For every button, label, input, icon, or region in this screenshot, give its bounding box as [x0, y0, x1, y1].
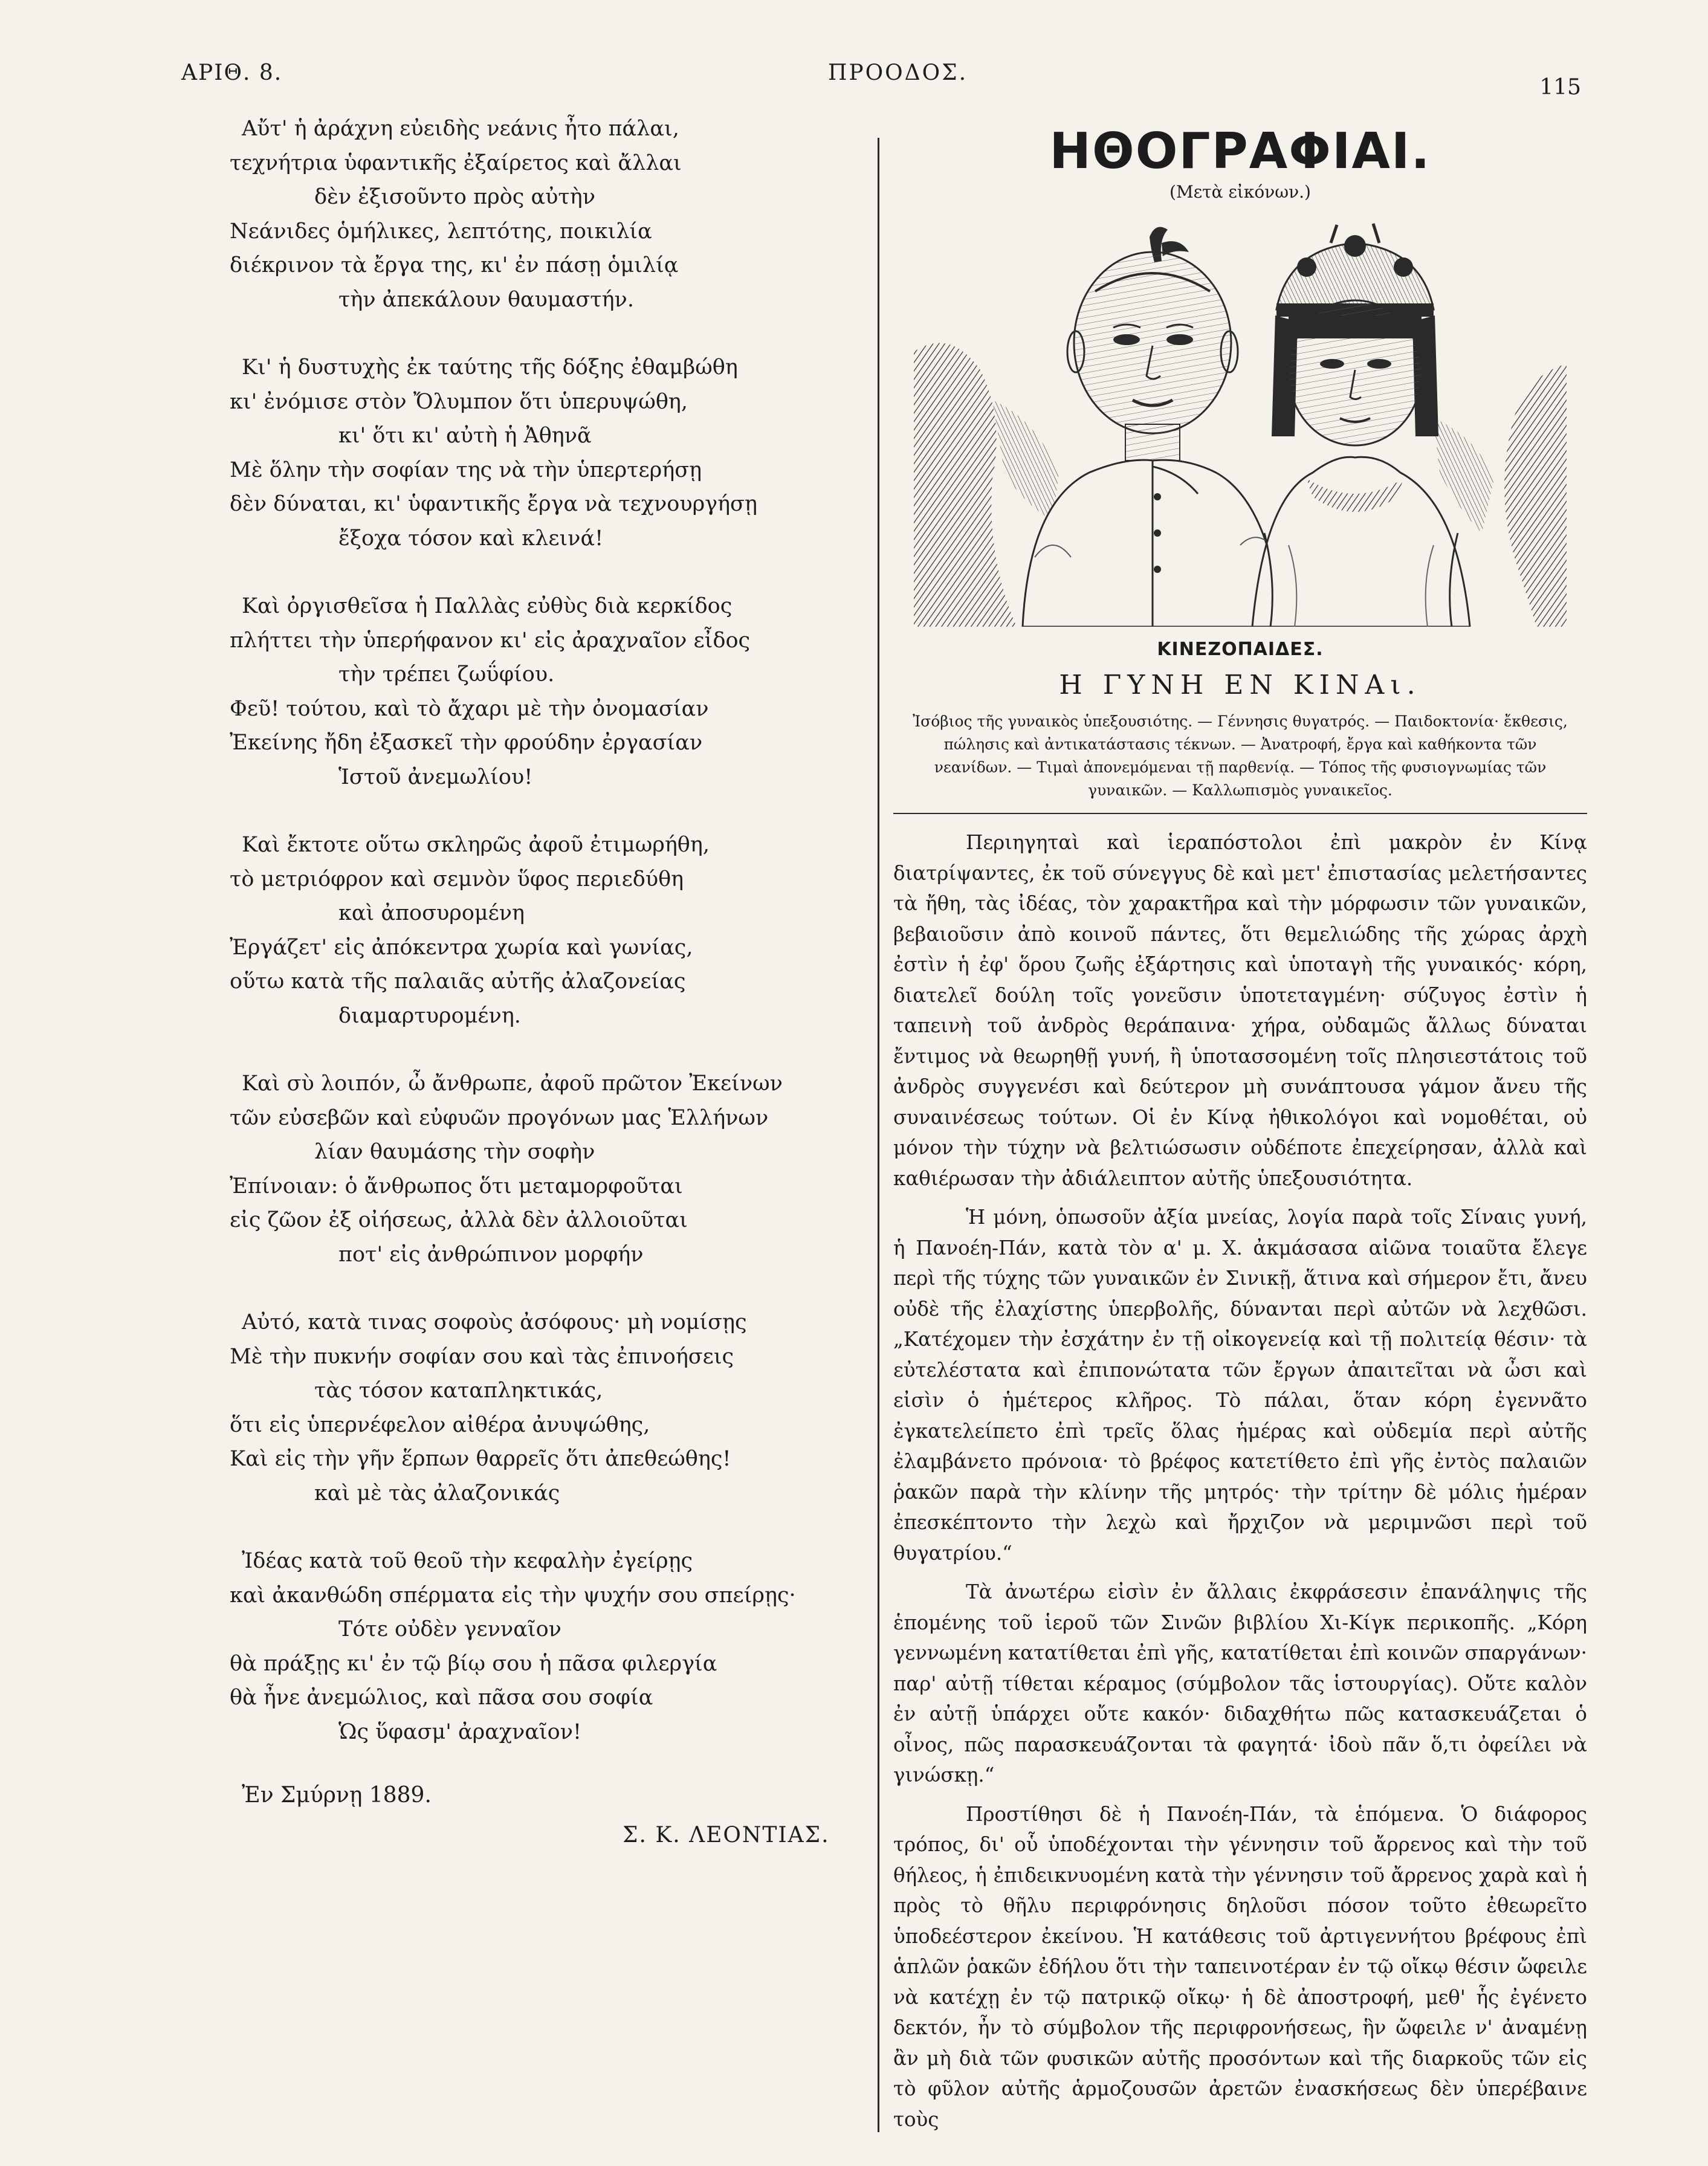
poem-line: Μὲ τὴν πυκνήν σοφίαν σου καὶ τὰς ἐπινοήσεις	[230, 1344, 734, 1369]
publication-title: ΠΡΟΟΔΟΣ.	[828, 60, 968, 85]
poem-line: Καὶ εἰς τὴν γῆν ἕρπων θαρρεῖς ὅτι ἀπεθεώθης!	[230, 1447, 731, 1471]
poem-stanza	[230, 351, 852, 555]
poem-stanza	[230, 1544, 852, 1749]
page-number: 115	[1539, 75, 1581, 100]
poem-line: τὸ μετριόφρον καὶ σεμνὸν ὕφος περιεδύθη	[230, 867, 684, 891]
article-paragraph: Ἡ μόνη, ὁπωσοῦν ἀξία μνείας, λογία παρὰ τοῖς Σίναις γυνή, ἡ Πανοέη-Πάν, κατὰ τὸν α' μ. Χ. ἀκμάσασα αἰῶνα τοιαῦτα ἔλεγε περὶ τῆς τύχης τῶν γυναικῶν ἐν Σινικῇ, ἅτινα καὶ σήμερον ἔτι, ἄνευ οὐδὲ τῆς ἐλαχίστης ὑπερβολῆς, δύνανται περὶ αὐτῶν νὰ λεχθῶσι. „Κατέχομεν τὴν ἐσχάτην ἐν τῇ οἰκογενείᾳ καὶ τῇ πολιτείᾳ θέσιν· τὰ εὐτελέστατα καὶ ἐπιπονώτατα τῶν ἔργων ἀπαιτεῖται νὰ ὦσι καὶ εἰσὶν ὁ ἡμέτερος κλῆρος. Τὸ πάλαι, ὅταν κόρη ἐγεννᾶτο ἐγκατελείπετο ἐπὶ τρεῖς ὅλας ἡμέρας καὶ οὐδεμία περὶ αὐτῆς ἐλαμβάνετο πρόνοια· τὸ βρέφος κατετίθετο ἐπὶ γῆς ἐντὸς παλαιῶν ῥακῶν παρὰ τὴν κλίνην τῆς μητρός· τὴν τρίτην δὲ μόλις ἡμέραν ἐπεσκέπτοντο τὴν λεχὼ καὶ ἤρχιζον νὰ μεριμνῶσι περὶ τοῦ θυγατρίου.“	[893, 1206, 1587, 1565]
poem-column	[230, 112, 852, 1861]
poem-line: θὰ ἦνε ἀνεμώλιος, καὶ πᾶσα σου σοφία	[230, 1686, 653, 1710]
poem-line: τὴν ἀπεκάλουν θαυμαστήν.	[338, 287, 634, 312]
poem-line: Ὡς ὕφασμ' ἀραχναῖον!	[338, 1719, 582, 1744]
article-paragraph: Προστίθησι δὲ ἡ Πανοέη-Πάν, τὰ ἑπόμενα. Ὁ διάφορος τρόπος, δι' οὗ ὑποδέχονται τὴν γέννησιν τοῦ ἄρρενος καὶ τὴν τοῦ θήλεος, ἡ ἐπιδεικνυομένη κατὰ τὴν γέννησιν τοῦ ἄρρενος χαρὰ καὶ ἡ πρὸς τὸ θῆλυ περιφρόνησις δηλοῦσι πόσον τοῦτο ἐθεωρεῖτο ὑποδεέστερον ἐκείνου. Ἡ κατάθεσις τοῦ ἀρτιγεννήτου βρέφους ἐπὶ ἁπλῶν ῥακῶν ἐδήλου ὅτι τὴν ταπεινοτέραν ἐν τῷ οἴκῳ θέσιν ὤφειλε νὰ κατέχῃ ἐν τῷ πατρικῷ οἴκῳ· ἡ δὲ ἀποστροφή, μεθ' ἧς ἐγένετο δεκτόν, ἦν τὸ σύμβολον τῆς περιφρονήσεως, ἣν ὤφειλε ν' ἀναμένῃ ἂν μὴ διὰ τῶν φυσικῶν αὐτῆς προσόντων καὶ τῆς διαρκοῦς τῶν εἰς τὸ φῦλον αὐτῆς ἁρμοζουσῶν ἀρετῶν ἐνασκήσεως δὲν ὑπερέβαινε τοὺς	[893, 1802, 1587, 2131]
article-summary: Ἰσόβιος τῆς γυναικὸς ὑπεξουσιότης. — Γέννησις θυγατρός. — Παιδοκτονία· ἔκθεσις, πώλησις καὶ ἀντικατάστασις τέκνων. — Ἀνατροφή, ἔργα καὶ καθήκοντα τῶν νεανίδων. — Τιμαὶ ἀπονεμόμεναι τῇ παρθενίᾳ. — Τόπος τῆς φυσιογνωμίας τῶν γυναικῶν. — Καλλωπισμὸς γυναικεῖος.	[913, 713, 1568, 799]
poem-line: πλήττει τὴν ὑπερήφανον κι' εἰς ἀραχναῖον εἶδος	[230, 628, 751, 653]
poem-line: Ἐκείνης ἤδη ἐξασκεῖ τὴν φρούδην ἐργασίαν	[230, 731, 703, 755]
poem-line: ποτ' εἰς ἀνθρώπινον μορφήν	[338, 1242, 644, 1267]
chinese-children-engraving	[914, 219, 1567, 627]
poem-line: τὰς τόσον καταπληκτικάς,	[314, 1379, 603, 1403]
poem-place-date: Ἐν Σμύρνῃ 1889.	[242, 1783, 432, 1808]
article-title: Η ΓΥΝΗ ΕΝ ΚΙΝΑι.	[1059, 670, 1422, 700]
poem-line: διαμαρτυρομένη.	[338, 1003, 521, 1028]
poem-line: καὶ ἀποσυρομένη	[338, 901, 525, 925]
poem-line: διέκρινον τὰ ἔργα της, κι' ἐν πάσῃ ὁμιλίᾳ	[230, 253, 679, 277]
poem-line: Φεῦ! τούτου, καὶ τὸ ἄχαρι μὲ τὴν ὀνομασίαν	[230, 696, 709, 721]
poem-stanzas	[230, 112, 852, 1749]
poem-line: Καὶ σὺ λοιπόν, ὦ ἄνθρωπε, ἀφοῦ πρῶτον Ἐκείνων	[242, 1072, 783, 1096]
poem-line: τεχνήτρια ὑφαντικῆς ἐξαίρετος καὶ ἄλλαι	[230, 150, 682, 175]
section-subtitle: (Μετὰ εἰκόνων.)	[1169, 182, 1311, 202]
poem-line: ἔξοχα τόσον καὶ κλεινά!	[338, 526, 604, 551]
poem-line: κι' ἐνόμισε στὸν Ὄλυμπον ὅτι ὑπερυψώθη,	[230, 389, 688, 414]
poem-line: Ἱστοῦ ἀνεμωλίου!	[338, 765, 533, 789]
poem-line: Κι' ἡ δυστυχὴς ἐκ ταύτης τῆς δόξης ἐθαμβώθη	[242, 355, 738, 380]
article-column	[893, 124, 1587, 2143]
poem-line: θὰ πράξῃς κι' ἐν τῷ βίῳ σου ἡ πᾶσα φιλεργία	[230, 1651, 717, 1676]
poem-line: Καὶ ἔκτοτε οὕτω σκληρῶς ἀφοῦ ἐτιμωρήθη,	[242, 833, 710, 857]
poem-line: Αὐτό, κατὰ τινας σοφοὺς ἀσόφους· μὴ νομίσῃς	[242, 1310, 747, 1334]
summary-rule	[893, 813, 1587, 814]
article-body	[893, 827, 1587, 2135]
poem-line: Νεάνιδες ὁμήλικες, λεπτότης, ποικιλία	[230, 219, 652, 244]
poem-line: δὲν δύναται, κι' ὑφαντικῆς ἔργα νὰ τεχνουργήσῃ	[230, 492, 757, 516]
poem-stanza	[230, 1305, 852, 1510]
poem-line: Ἐργάζετ' εἰς ἀπόκεντρα χωρία καὶ γωνίας,	[230, 935, 693, 960]
poem-signoff	[230, 1783, 852, 1861]
poem-stanza	[230, 589, 852, 794]
poem-line: Ἐπίνοιαν: ὁ ἄνθρωπος ὅτι μεταμορφοῦται	[230, 1174, 683, 1198]
poem-line: κι' ὅτι κι' αὐτὴ ἡ Ἀθηνᾶ	[338, 424, 592, 448]
poem-line: Μὲ ὅλην τὴν σοφίαν της νὰ τὴν ὑπερτερήσῃ	[230, 457, 702, 482]
poem-line: λίαν θαυμάσης τὴν σοφὴν	[314, 1140, 595, 1164]
section-title: ΗΘΟΓΡΑΦΙΑΙ.	[1049, 123, 1431, 180]
poem-line: ὅτι εἰς ὑπερνέφελον αἰθέρα ἀνυψώθης,	[230, 1412, 650, 1437]
poem-line: Ἰδέας κατὰ τοῦ θεοῦ τὴν κεφαλὴν ἐγείρῃς	[242, 1549, 693, 1573]
article-paragraph: Τὰ ἀνωτέρω εἰσὶν ἐν ἄλλαις ἐκφράσεσιν ἐπανάληψις τῆς ἑπομένης τοῦ ἱεροῦ τῶν Σινῶν βιβλίου Χι-Κίγκ περικοπῆς. „Κόρη γεννωμένη κατατίθεται ἐπὶ γῆς, κατατίθεται ἐπὶ κοινῶν σπαργάνων· παρ' αὐτῇ τίθεται κέραμος (σύμβολον τᾶς ἱστουργίας). Οὔτε καλὸν ἐν αὐτῇ ὑπάρχει οὔτε κακόν· διδαχθήτω πῶς κατασκευάζεται ὁ οἶνος, πῶς παρασκευάζονται τὰ φαγητά· ἰδοὺ πᾶν ὅ,τι ὀφείλει νὰ γινώσκῃ.“	[893, 1580, 1587, 1786]
poem-stanza	[230, 112, 852, 317]
article-paragraph: Περιηγηταὶ καὶ ἱεραπόστολοι ἐπὶ μακρὸν ἐν Κίνᾳ διατρίψαντες, ἐκ τοῦ σύνεγγυς δὲ καὶ μετ' ἐπιστασίας μελετήσαντες τὰ ἤθη, τὰς ἰδέας, τὸν χαρακτῆρα καὶ τὴν μόρφωσιν τῶν γυναικῶν, βεβαιοῦσιν ἀπὸ κοινοῦ πάντες, ὅτι θεμελιώδης τῆς χώρας ἀρχὴ ἐστὶν ἡ ἐφ' ὅρου ζωῆς ἐξάρτησις καὶ ὑποταγὴ τῆς γυναικός· κόρη, διατελεῖ δούλη τοῖς γονεῦσιν ὑποτεταγμένη· σύζυγος ἐστὶν ἡ ταπεινὴ τοῦ ἀνδρὸς θεράπαινα· χήρα, οὐδαμῶς ἄλλως δύναται ἔντιμος νὰ θεωρηθῇ γυνή, ἢ ὑποτασσομένη τοῖς πλησιεστάτοις τοῦ ἀνδρὸς συγγενέσι καὶ δεύτερον μὴ συνάπτουσα γάμον ἄνευ τῆς συναινέσεως τούτων. Οἱ ἐν Κίνᾳ ἠθικολόγοι καὶ νομοθέται, οὐ μόνον τὴν τύχην νὰ βελτιώσωσιν οὐδέποτε ἐπεχείρησαν, ἀλλὰ καὶ καθιέρωσαν τὴν ἀδιάλειπτον αὐτῆς ὑπεξουσιότητα.	[893, 831, 1587, 1190]
poem-line: τῶν εὐσεβῶν καὶ εὐφυῶν προγόνων μας Ἑλλήνων	[230, 1105, 769, 1130]
poem-line: εἰς ζῶον ἐξ οἰήσεως, ἀλλὰ δὲν ἀλλοιοῦται	[230, 1208, 688, 1232]
poem-line: τὴν τρέπει ζωΰφίου.	[338, 662, 555, 687]
running-head	[181, 60, 1581, 100]
poem-signature: Σ. Κ. ΛΕΟΝΤΙΑΣ.	[623, 1823, 830, 1848]
column-divider	[878, 138, 879, 2132]
poem-stanza	[230, 1067, 852, 1272]
illustration-caption: ΚΙΝΕΖΟΠΑΙΔΕΣ.	[1157, 639, 1324, 660]
poem-line: καὶ ἀκανθώδη σπέρματα εἰς τὴν ψυχήν σου σπείρῃς·	[230, 1583, 796, 1608]
issue-number: ΑΡΙΘ. 8.	[181, 60, 283, 85]
poem-line: Τότε οὐδὲν γενναῖον	[338, 1617, 561, 1641]
poem-line: Καὶ ὀργισθεῖσα ἡ Παλλὰς εὐθὺς διὰ κερκίδος	[242, 594, 733, 618]
poem-line: Αὔτ' ἡ ἀράχνη εὐειδὴς νεάνις ἦτο πάλαι,	[242, 117, 679, 141]
poem-line: καὶ μὲ τὰς ἀλαζονικάς	[314, 1481, 560, 1505]
engraving-illustration	[914, 219, 1567, 627]
poem-line: δὲν ἐξισοῦντο πρὸς αὐτὴν	[314, 185, 596, 209]
poem-line: οὕτω κατὰ τῆς παλαιᾶς αὐτῆς ἀλαζονείας	[230, 969, 686, 994]
poem-stanza	[230, 828, 852, 1033]
